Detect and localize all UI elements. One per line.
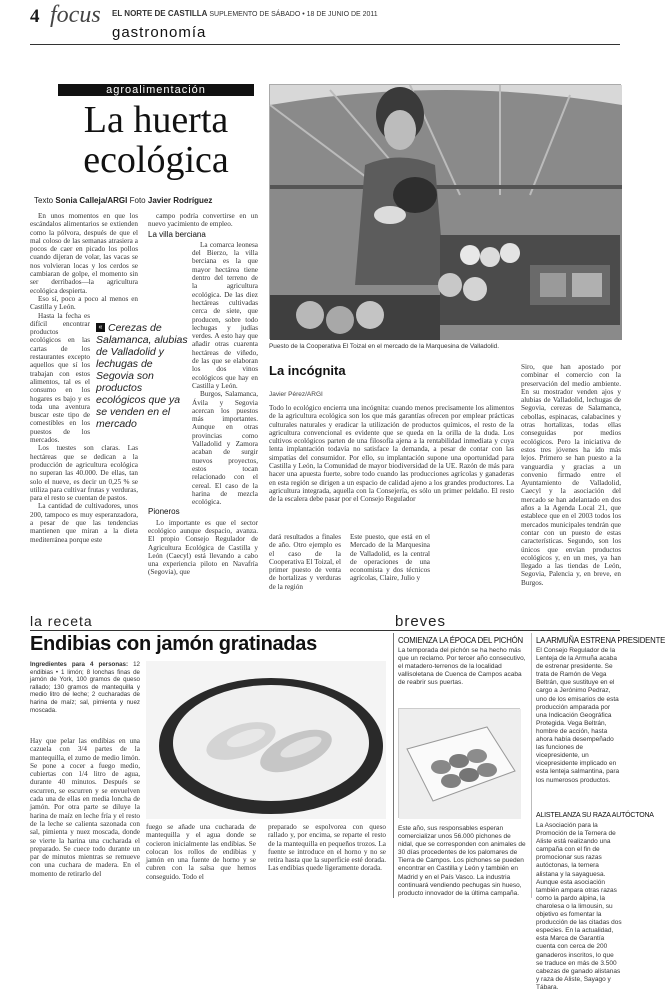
article-subhead: La villa berciana [148,229,206,239]
newspaper-name: EL NORTE DE CASTILLA [112,9,208,18]
ingredients-list: 12 endibias • 1 limón; 8 lonchas finas de jamón de York, 100 gramos de queso rallado; 130 gramos de mantequilla y medio litro de leche; 2 cucharadas de harina de maíz; sal, pimienta y nuez moscada. [30,661,140,714]
recipe-ingredients [30,661,140,731]
focus-logo: focus [50,2,101,28]
incognita-column-3: Este puesto, que está en el Mercado de la Marquesina de Valladolid, es la central de operaciones de una economista y dos técnicos agrícolas, Claire, Julio y [350,533,430,583]
pull-quote [96,322,192,430]
breve-1-title: COMIENZA LA ÉPOCA DEL PICHÓN [398,636,523,645]
breve-3-title: ALISTELANZA SU RAZA AUTÓCTONA [536,812,654,819]
byline-label-photo: Foto [129,196,146,205]
recipe-section-label: la receta [30,613,93,629]
incognita-title: La incógnita [269,363,346,378]
newspaper-line [112,9,378,18]
article-paragraph: Lo importante es que el sector ecológico aunque despacio, avanza. El propio Consejo Regulador de Agricultura Ecológica de Castilla y León (Caecyl) está llevando a cabo una experiencia piloto en Navafría (Segovia), que [148,518,258,577]
article-byline [34,196,212,205]
article-title [30,100,282,180]
article-title-line2: ecológica [83,139,229,181]
quote-mark-icon: « [96,323,105,332]
article-paragraph: Burgos, Salamanca, Ávila y Segovia acercan los puestos más importantes. Aunque en otras provincias como Valladolid y Zamora acaban de surgir nuevos proyectos, estos tocan relacionado con el cereal. El caso de la harina de mezcla ecológica. [192,390,258,507]
breve-2-body: El Consejo Regulador de la Lenteja de la Armuña acaba de estrenar presidente. Se trata de Ramón de Vega Beltrán, que sustituye en el cargo a Jerónimo Pedraz, uno de los emisarios de esta producción amparada por una Indicación Geográfica Protegida. Vega Beltrán, hombre de acción, hasta ahora había desempeñado las funciones de vicepresidente, un vicepresidente implicado en esta lenteja salmantina, para los numerosos productos. [536,647,620,784]
photo-caption: Puesto de la Cooperativa El Toizal en el mercado de la Marquesina de Valladolid. [269,343,499,350]
incognita-column-4: Siro, que han apostado por combinar el comercio con la preservación del medio ambiente. En su mostrador venden ajos y alubias de Valladolid, lechugas de Segovia, cerezas de Salamanca, cebollas, espinacas, calabacines y otras hortalizas, todas ellas conseguidas por medios ecológicos. Pero la iniciativa de estos tres jóvenes ha ido más lejos. Primero se han puesto a la vanguardia y gracias a un convenio firmado entre el Ayuntamiento de Valladolid, Caecyl y la asociación del mercado se han adelantado en dos años a la Agenda Local 21, que establece que en el 2003 todos los mercados municipales tendrán que contar con un puesto de estas características. Segundo, son los únicos que envían productos ecológicos y, en un mes, ya han llegado a las tiendas de León, Segovia, Palencia y, en breve, en Burgos. [521,363,621,587]
market-stall-photo [269,84,621,339]
article-paragraph: La cantidad de cultivadores, unos 200, tampoco es muy esperanzadora, a pesar de que las tendencias mantienen que miran a la dieta mediterránea porque este [30,502,138,544]
pigeon-breast-photo [398,708,520,818]
byline-text-author: Sonia Calleja/ARGI [55,196,128,205]
recipe-dish-photo [146,661,386,819]
article-paragraph: En unos momentos en que los escándalos alimentarios se extienden como la pólvora, después de que el mal coloso de las semanas atrasiera a pocos de caer en picado los pollos cuando dijeran de volar, las vacas se nos volvieran locas y los cerdos se cambiaran de golpe, el momento sin ser derribados—la agricultura ecológica despierta. [30,212,138,295]
recipe-title: Endibias con jamón gratinadas [30,633,317,655]
article-paragraph: campo podría convertirse en un nuevo yacimiento de empleo. [148,212,258,229]
recipe-column-1: Hay que pelar las endibias en una cazuela con 3/4 partes de la mantequilla, el zumo de medio limón. Se pone a cocer a fuego medio, cubiertas con 1/4 litro de agua, durante 40 minutos. Después se escurren, se escurren y se envuelven cada una de ellas en media loncha de jamón. Por otra parte se diluye la harina de maíz en leche fría y el resto de la leche se calienta sazonada con sal, pimienta y nuez moscada, donde se vierte la harina una cucharada el preparado. Se cuece todo durante un par de minutos mientras se remueve con una cuchara de madera. En el momento de retirarlo del [30,737,140,878]
market-stall-photo-art [270,85,622,340]
byline-photo-author: Javier Rodríguez [147,196,213,205]
article-paragraph: Los tuestes son claras. Las hectáreas que se dedican a la producción de agricultura ecológica no superan las 40.000. De ellas, tan solo el nueve, es decir un 0,25 % se utiliza para cultivar frutas y verduras, para el resto se cuentan de pastos. [30,444,138,503]
bottom-divider [30,630,620,631]
byline-label-text: Texto [34,196,54,205]
article-paragraph: La comarca leonesa del Bierzo, la villa berciana es la que mayor hectárea tiene dentro del terreno de la agricultura ecológica. De las diez hectáreas cultivadas cerca de siete, que producen, sobre todo lechugas y judías verdes. A esto hay que añadir otras cuarenta hectáreas de viñedo, de las que se elaboran los dos vinos ecológicos que hay en Castilla y León. [192,240,258,390]
header-divider [30,44,620,45]
recipe-dish-photo-art [146,661,386,819]
article-subhead: Pioneros [148,507,180,517]
incognita-column-2: dará resultados a finales de año. Otro ejemplo es el caso de la Cooperativa El Toizal, el primer puesto de venta de hortalizas y verduras de la región [269,533,341,591]
column-rule [393,633,394,898]
breve-2-title: LA ARMUÑA ESTRENA PRESIDENTE [536,636,665,645]
article-paragraph: Hasta la fecha es difícil encontrar productos ecológicos en las cartas de los restaurantes excepto aquellos que sí los trabajan con estos alimentos, tal es el consumo en los hogares es bajo y es toda una aventura buscar este tipo de comestibles en los puestos de los mercados. [30,311,90,445]
breve-1-body: Este año, sus responsables esperan comercializar unos 56.000 pichones de nidal, que se corresponden con animales de 30 días procedentes de los palomares de Tierra de Campos. Los pichones se pueden encontrar en Castilla y León y también en Madrid y en el País Vasco. La industria continuará vendiendo pechugas sin hueso, producto innovador de la última campaña. [398,825,526,897]
column-rule-inner [531,633,532,898]
supplement-date: SUPLEMENTO DE SÁBADO • 18 DE JUNIO DE 2011 [209,11,378,18]
article-kicker: agroalimentación [58,84,254,96]
incognita-column-1: Todo lo ecológico encierra una incógnita: cuando menos precisamente los alimentos de la agricultura ecológica son los que más garantías ofrecen por emplear prácticas culturales naturales y eradicar la utilización de productos químicos, el resto de la agricultura convencional es evidente que se queda en la orilla de la duda. Los cultivos ecológicos parten de una filosofía ajena a la rentabilidad inmediata y cuya lenta implantación todavía no satisface la demanda, a pesar de contar con las simpatías del consumidor. Por ello, su implantación supone una oportunidad para Castilla y León, la Comunidad de mayor biodiversidad de la UE. Razón de más para hacer una apuesta fuerte, sobre todo cuando las producciones agrícolas y ganaderas en esta región se dirigen a un espacio de calidad ajeno a los grandes productores. La agricultura integrada, aquella con la Consejería, es sólo un primer peldaño. El resto de la escalera debe pasar por el Consejo Regulador [269,404,514,504]
breve-3-body: La Asociación para la Promoción de la Ternera de Aliste está realizando una campaña con el fin de promocionar sus razas autóctonas, la ternera alistana y la sayaguesa. Aunque esta asociación también ampara otras razas como la pardo alpina, la charolesa o la limousin, su objetivo es fomentar la producción de las citadas dos especies. En la actualidad, esta Marca de Garantía cuenta con cerca de 200 ganaderos inscritos, lo que se traduce en más de 3.500 cabezas de ganado alistanas y raza de Aliste, Sayago y Tábara. [536,822,622,991]
pigeon-breast-photo-art [399,709,521,819]
article-title-line1: La huerta [83,99,229,141]
section-title: gastronomía [112,24,207,41]
incognita-author: Javier Pérez/ARGI [269,391,323,398]
recipe-column-2: fuego se añade una cucharada de mantequilla y el agua donde se cocieron inicialmente las endibias. Se colocan los rollos de endibias y jamón en una fuente de horno y se cubren con la salsa que hemos conseguido. Todo el [146,823,256,881]
page-number: 4 [30,6,40,27]
recipe-column-3: preparado se espolvorea con queso rallado y, por encima, se reparte el resto de la mantequilla en pequeños trozos. La fuente se introduce en el horno y no se retira hasta que la superficie esté dorada. Las endibias quede ligeramente dorada. [268,823,386,873]
breve-1-intro: La temporada del pichón se ha hecho más que un reclamo. Por tercer año consecutivo, el matadero-terrenos de la localidad vallisoletana de Cuenca de Campos acaba de reabrir sus puertas. [398,647,526,687]
article-paragraph: Eso sí, poco a poco al menos en Castilla y León. [30,294,138,312]
breves-section-label: breves [395,613,447,630]
pull-quote-text: Cerezas de Salamanca, alubias de Valladolid y lechugas de Segovia son productos ecológicos que ya se venden en el mercado [96,322,188,430]
ingredients-label: Ingredientes para 4 personas: [30,661,129,668]
